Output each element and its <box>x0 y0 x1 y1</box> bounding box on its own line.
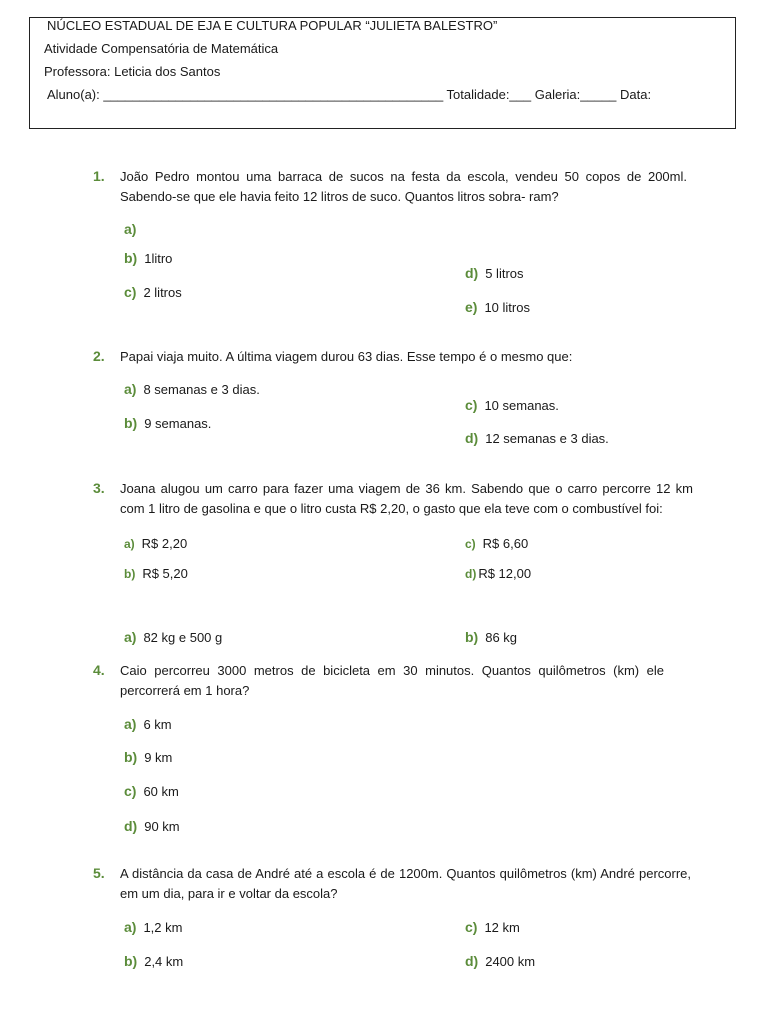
question-text: Joana alugou um carro para fazer uma viagem de 36 km. Sabendo que o carro percorre 12 km com 1 litro de gasolina e que o litro custa R$ 2,20, o gasto que ela teve com o combustível foi: <box>120 481 693 516</box>
answer-option[interactable] <box>124 566 188 581</box>
answer-option[interactable] <box>124 818 180 834</box>
option-text: 60 km <box>143 784 179 799</box>
option-text: 1,2 km <box>143 920 183 935</box>
option-letter: a) <box>124 919 137 935</box>
option-text: 1litro <box>144 251 173 266</box>
question-number: 5. <box>93 865 105 881</box>
option-letter: d) <box>465 265 479 281</box>
option-text: 10 litros <box>484 300 530 315</box>
option-text: R$ 2,20 <box>141 536 188 551</box>
option-text: 82 kg e 500 g <box>143 630 223 645</box>
question-number: 3. <box>93 480 105 496</box>
question-number: 1. <box>93 168 105 184</box>
option-letter: a) <box>124 629 137 645</box>
answer-option[interactable] <box>124 953 183 969</box>
option-text: R$ 12,00 <box>478 566 532 581</box>
option-letter: c) <box>124 783 137 799</box>
option-text: 5 litros <box>485 266 524 281</box>
question-text: Caio percorreu 3000 metros de bicicleta em 30 minutos. Quantos quilômetros (km) ele percorrerá em 1 hora? <box>120 663 664 698</box>
option-letter: b) <box>124 415 138 431</box>
option-letter: c) <box>465 919 478 935</box>
answer-option[interactable] <box>124 221 143 237</box>
question-text: João Pedro montou uma barraca de sucos na festa da escola, vendeu 50 copos de 200ml. Sabendo-se que ele havia feito 12 litros de suco. Quantos litros sobra- ram? <box>120 169 687 204</box>
activity-title: Atividade Compensatória de Matemática <box>44 41 279 56</box>
option-text: 9 semanas. <box>144 416 212 431</box>
option-letter: b) <box>124 250 138 266</box>
answer-option[interactable] <box>124 629 222 645</box>
answer-option[interactable] <box>124 250 172 266</box>
teacher-name: Professora: Leticia dos Santos <box>44 64 221 79</box>
option-text: 9 km <box>144 750 173 765</box>
option-letter: d) <box>465 430 479 446</box>
option-letter: d) <box>124 818 138 834</box>
option-text: 86 kg <box>485 630 518 645</box>
answer-option[interactable] <box>465 299 530 315</box>
option-letter: e) <box>465 299 478 315</box>
option-text: 90 km <box>144 819 180 834</box>
option-text: R$ 6,60 <box>482 536 529 551</box>
answer-option[interactable] <box>465 397 559 413</box>
answer-option[interactable] <box>465 953 535 969</box>
answer-option[interactable] <box>465 265 524 281</box>
answer-option[interactable] <box>124 381 260 397</box>
option-letter: b) <box>124 567 136 581</box>
option-text: 10 semanas. <box>484 398 559 413</box>
option-text: 2 litros <box>143 285 182 300</box>
option-text: 2400 km <box>485 954 536 969</box>
question-text: Papai viaja muito. A última viagem durou 63 dias. Esse tempo é o mesmo que: <box>120 349 573 364</box>
option-letter: d) <box>465 567 477 581</box>
school-name: NÚCLEO ESTADUAL DE EJA E CULTURA POPULAR “JULIETA BALESTRO” <box>47 18 498 33</box>
option-text: 12 km <box>484 920 520 935</box>
answer-option[interactable] <box>124 536 187 551</box>
option-letter: b) <box>465 629 479 645</box>
answer-option[interactable] <box>465 919 520 935</box>
option-text: 2,4 km <box>144 954 184 969</box>
question-number: 2. <box>93 348 105 364</box>
answer-option[interactable] <box>465 566 531 581</box>
option-letter: d) <box>465 953 479 969</box>
question-text: A distância da casa de André até a escola é de 1200m. Quantos quilômetros (km) André percorre, em um dia, para ir e voltar da escola? <box>120 866 691 901</box>
option-letter: b) <box>124 953 138 969</box>
option-letter: a) <box>124 381 137 397</box>
option-text: 8 semanas e 3 dias. <box>143 382 260 397</box>
answer-option[interactable] <box>124 749 172 765</box>
answer-option[interactable] <box>124 919 182 935</box>
answer-option[interactable] <box>124 415 211 431</box>
answer-option[interactable] <box>465 536 528 551</box>
answer-option[interactable] <box>124 284 182 300</box>
option-letter: b) <box>124 749 138 765</box>
question-number: 4. <box>93 662 105 678</box>
student-info-line: Aluno(a): _______________________________________________ Totalidade:___ Galeria:_____ Data: <box>47 87 652 102</box>
option-letter: c) <box>465 537 476 551</box>
answer-option[interactable] <box>465 629 517 645</box>
answer-option[interactable] <box>124 716 172 732</box>
option-text: 6 km <box>143 717 172 732</box>
option-text: 12 semanas e 3 dias. <box>485 431 609 446</box>
option-letter: c) <box>465 397 478 413</box>
option-letter: a) <box>124 221 137 237</box>
option-letter: a) <box>124 537 135 551</box>
option-text: R$ 5,20 <box>142 566 188 581</box>
answer-option[interactable] <box>124 783 179 799</box>
option-letter: c) <box>124 284 137 300</box>
option-letter: a) <box>124 716 137 732</box>
answer-option[interactable] <box>465 430 609 446</box>
